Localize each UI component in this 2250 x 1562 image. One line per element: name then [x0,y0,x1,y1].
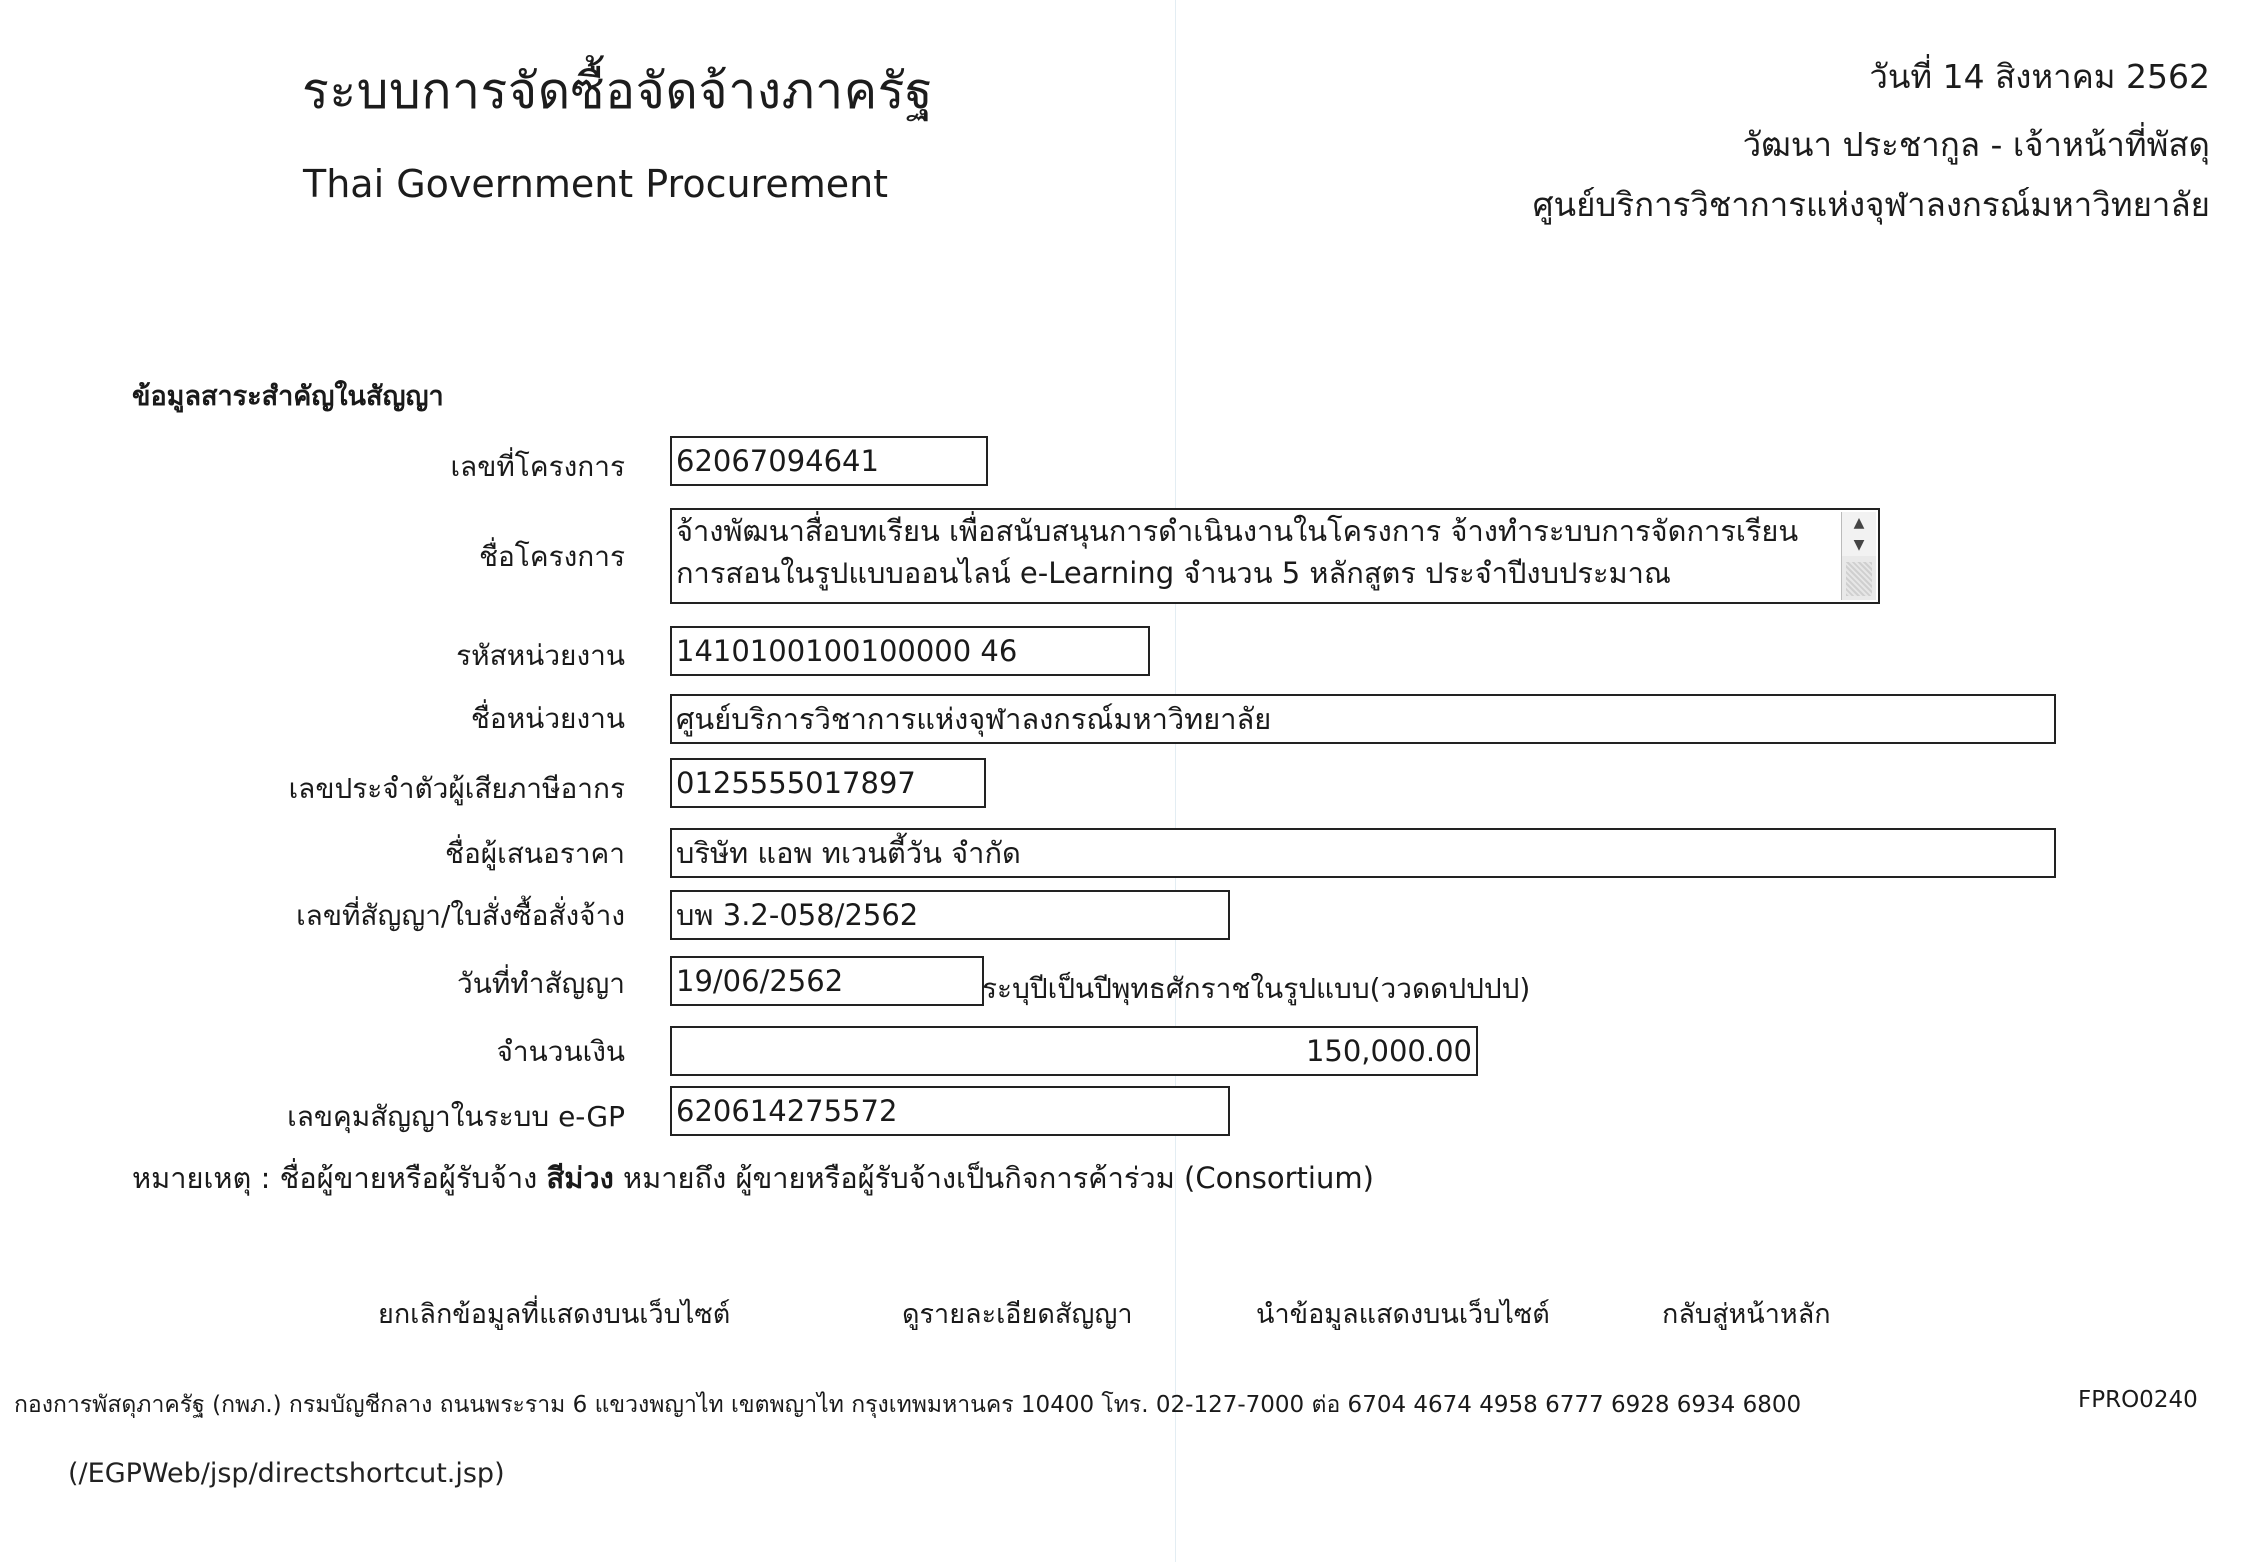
system-title-english: Thai Government Procurement [303,162,889,206]
footer-address: กองการพัสดุภาครัฐ (กพภ.) กรมบัญชีกลาง ถนนพระราม 6 แขวงพญาไท เขตพญาไท กรุงเทพมหานคร 10400 โทร. 02-127-7000 ต่อ 6704 4674 4958 6777 6928 6934 6800 [14,1392,1802,1418]
scroll-track[interactable] [1846,562,1872,596]
amount-label: จำนวนเงิน [496,1035,625,1068]
page-url: (/EGPWeb/jsp/directshortcut.jsp) [68,1458,505,1489]
project-name-scrollbar[interactable] [1841,512,1876,600]
page-code: FPRO0240 [2078,1387,2198,1413]
agency-name-field[interactable]: ศูนย์บริการวิชาการแห่งจุฬาลงกรณ์มหาวิทยาลัย [670,694,2056,744]
back-home-button[interactable]: กลับสู่หน้าหลัก [1662,1299,1831,1330]
contract-date-hint: ระบุปีเป็นปีพุทธศักราชในรูปแบบ(ววดดปปปป) [982,972,1531,1005]
publish-button[interactable]: นำข้อมูลแสดงบนเว็บไซต์ [1256,1299,1550,1330]
scroll-down-icon[interactable]: ▼ [1842,534,1876,556]
contract-no-label: เลขที่สัญญา/ใบสั่งซื้อสั่งจ้าง [296,899,625,932]
contract-no-field[interactable]: บพ 3.2-058/2562 [670,890,1230,940]
bidder-name-label: ชื่อผู้เสนอราคา [444,837,625,870]
note-suffix: หมายถึง ผู้ขายหรือผู้รับจ้างเป็นกิจการค้าร่วม (Consortium) [613,1161,1374,1195]
note-prefix: หมายเหตุ : ชื่อผู้ขายหรือผู้รับจ้าง [132,1161,547,1195]
project-name-label: ชื่อโครงการ [478,540,625,573]
consortium-note [132,1155,1374,1201]
user-organization: ศูนย์บริการวิชาการแห่งจุฬาลงกรณ์มหาวิทยาลัย [1532,185,2210,224]
contract-date-label: วันที่ทำสัญญา [456,967,625,1000]
note-highlight-color: สีม่วง [546,1161,614,1195]
system-title-thai: ระบบการจัดซื้อจัดจ้างภาครัฐ [302,62,934,120]
egp-control-no-field[interactable]: 620614275572 [670,1086,1230,1136]
view-contract-detail-button[interactable]: ดูรายละเอียดสัญญา [902,1299,1133,1330]
cancel-publish-button[interactable]: ยกเลิกข้อมูลที่แสดงบนเว็บไซต์ [378,1299,731,1330]
project-no-field[interactable]: 62067094641 [670,436,988,486]
tax-id-field[interactable]: 0125555017897 [670,758,986,808]
project-name-textarea[interactable] [670,508,1880,604]
scan-divider [1175,0,1176,1562]
user-name-role: วัฒนา ประชากูล - เจ้าหน้าที่พัสดุ [1742,125,2210,164]
scroll-up-icon[interactable]: ▲ [1842,512,1876,534]
tax-id-label: เลขประจำตัวผู้เสียภาษีอากร [288,772,625,805]
contract-date-field[interactable]: 19/06/2562 [670,956,984,1006]
agency-code-label: รหัสหน่วยงาน [456,639,625,672]
agency-name-label: ชื่อหน่วยงาน [470,702,625,735]
bidder-name-field[interactable]: บริษัท แอพ ทเวนตี้วัน จำกัด [670,828,2056,878]
project-no-label: เลขที่โครงการ [450,450,625,483]
section-title: ข้อมูลสาระสำคัญในสัญญา [132,381,444,412]
agency-code-field[interactable]: 1410100100100000 46 [670,626,1150,676]
current-date: วันที่ 14 สิงหาคม 2562 [1869,57,2210,96]
egp-control-no-label: เลขคุมสัญญาในระบบ e-GP [287,1100,625,1133]
project-name-text: จ้างพัฒนาสื่อบทเรียน เพื่อสนับสนุนการดำเนินงานในโครงการ จ้างทำระบบการจัดการเรียนการสอนในรูปแบบออนไลน์ e-Learning จำนวน 5 หลักสูตร ประจำปีงบประมาณ [676,514,1799,590]
amount-field[interactable]: 150,000.00 [670,1026,1478,1076]
